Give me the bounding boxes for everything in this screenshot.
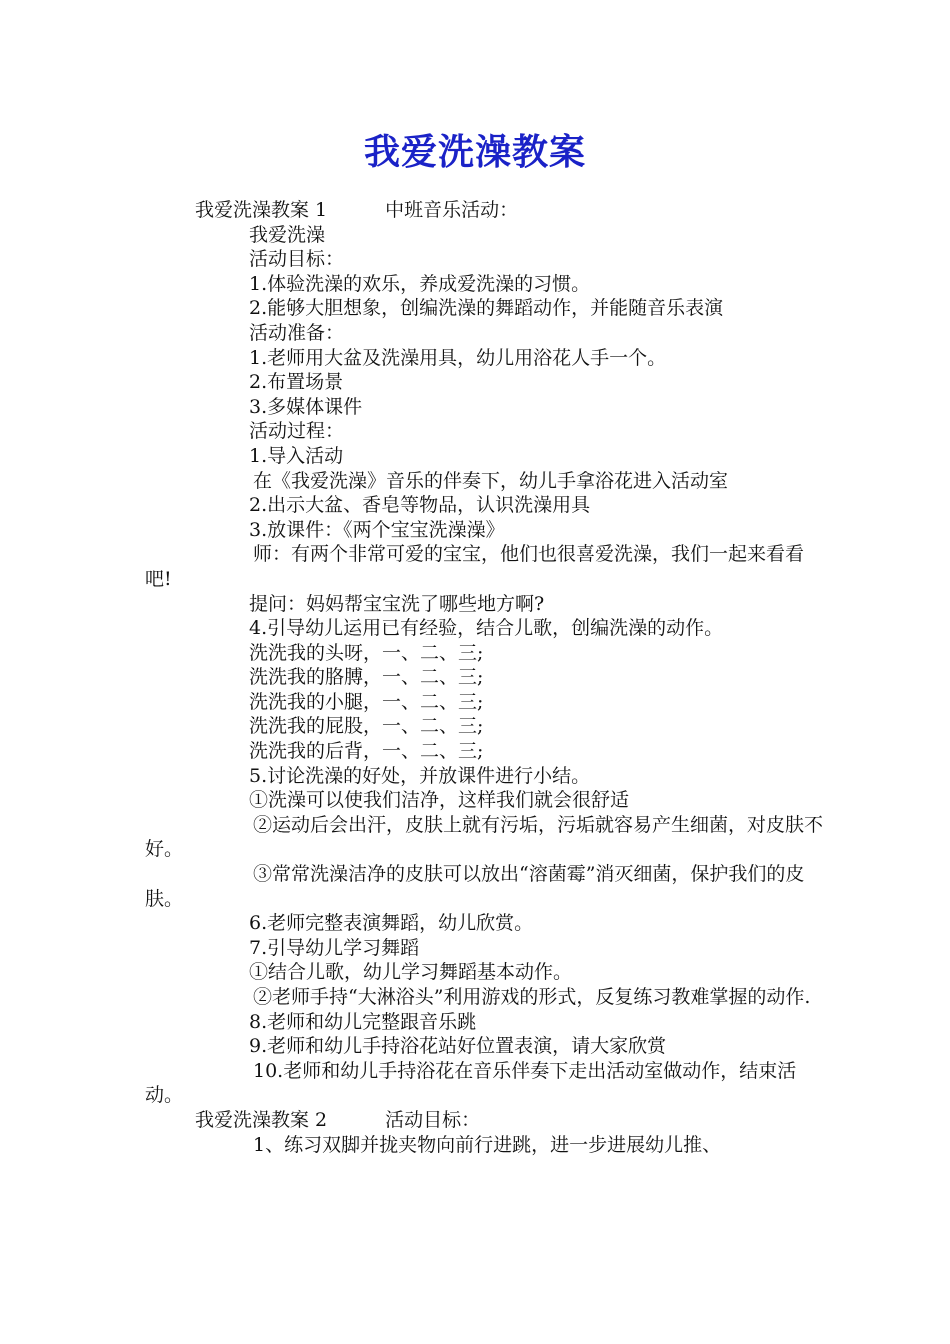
lesson1-subheading: 中班音乐活动： (385, 199, 519, 221)
rhyme-line: 洗洗我的胳膊，一、二、三; (249, 666, 484, 689)
wrapped-paragraph: 10.老师和幼儿手持浴花在音乐伴奏下走出活动室做动作，结束活动。 (145, 1059, 797, 1107)
paragraph: 1、练习双脚并拢夹物向前行进跳，进一步进展幼儿推、 (253, 1133, 722, 1156)
paragraph: 2.布置场景 (249, 371, 344, 394)
paragraph: 2.出示大盆、香皂等物品，认识洗澡用具 (249, 494, 591, 517)
rhyme-line: 洗洗我的小腿，一、二、三; (249, 690, 484, 713)
section-heading: 活动过程： (249, 420, 345, 443)
lesson1-heading: 我爱洗澡教案 1 (195, 199, 328, 221)
paragraph: 1.老师用大盆及洗澡用具，幼儿用浴花人手一个。 (249, 346, 667, 369)
paragraph: 我爱洗澡 (249, 223, 326, 246)
wrapped-paragraph: 师：有两个非常可爱的宝宝，他们也很喜爱洗澡，我们一起来看看吧! (145, 543, 805, 590)
paragraph: 4.引导幼儿运用已有经验，结合儿歌，创编洗澡的动作。 (249, 617, 724, 640)
paragraph: 1.导入活动 (249, 444, 344, 467)
lesson2-heading-line (145, 1108, 825, 1133)
rhyme-line: 洗洗我的头呀，一、二、三; (249, 641, 484, 664)
paragraph: 6.老师完整表演舞蹈，幼儿欣赏。 (249, 912, 534, 935)
lesson1-heading-line (145, 198, 825, 223)
lesson2-heading: 我爱洗澡教案 2 (195, 1108, 328, 1131)
paragraph: 提问：妈妈帮宝宝洗了哪些地方啊? (249, 592, 545, 615)
document-body (145, 198, 825, 1157)
paragraph: ①洗澡可以使我们洁净，这样我们就会很舒适 (249, 789, 630, 812)
paragraph: 7.引导幼儿学习舞蹈 (249, 936, 420, 959)
section-heading: 活动目标： (249, 248, 345, 271)
wrapped-paragraph: ②运动后会出汗，皮肤上就有污垢，污垢就容易产生细菌，对皮肤不好。 (145, 813, 824, 861)
rhyme-line: 洗洗我的后背，一、二、三; (249, 740, 484, 763)
wrapped-paragraph: 在《我爱洗澡》音乐的伴奏下，幼儿手拿浴花进入活动室 (253, 469, 729, 492)
rhyme-line: 洗洗我的屁股，一、二、三; (249, 715, 484, 738)
paragraph: 1.体验洗澡的欢乐，养成爱洗澡的习惯。 (249, 272, 591, 295)
paragraph: 9.老师和幼儿手持浴花站好位置表演，请大家欣赏 (249, 1035, 667, 1058)
paragraph: 3.多媒体课件 (249, 395, 363, 418)
section-heading: 活动准备： (249, 321, 345, 344)
page-title: 我爱洗澡教案 (363, 132, 586, 173)
paragraph: ①结合儿歌，幼儿学习舞蹈基本动作。 (249, 961, 573, 984)
lesson2-subheading: 活动目标： (385, 1108, 481, 1131)
paragraph: 8.老师和幼儿完整跟音乐跳 (249, 1010, 477, 1033)
paragraph: 3.放课件：《两个宝宝洗澡澡》 (249, 518, 505, 541)
wrapped-paragraph: ③常常洗澡洁净的皮肤可以放出“溶菌霉”消灭细菌，保护我们的皮肤。 (145, 863, 805, 910)
wrapped-paragraph: ②老师手持“大淋浴头”利用游戏的形式，反复练习教难掌握的动作. (253, 986, 811, 1008)
paragraph: 5.讨论洗澡的好处，并放课件进行小结。 (249, 764, 591, 787)
paragraph: 2.能够大胆想象，创编洗澡的舞蹈动作，并能随音乐表演 (249, 297, 724, 320)
